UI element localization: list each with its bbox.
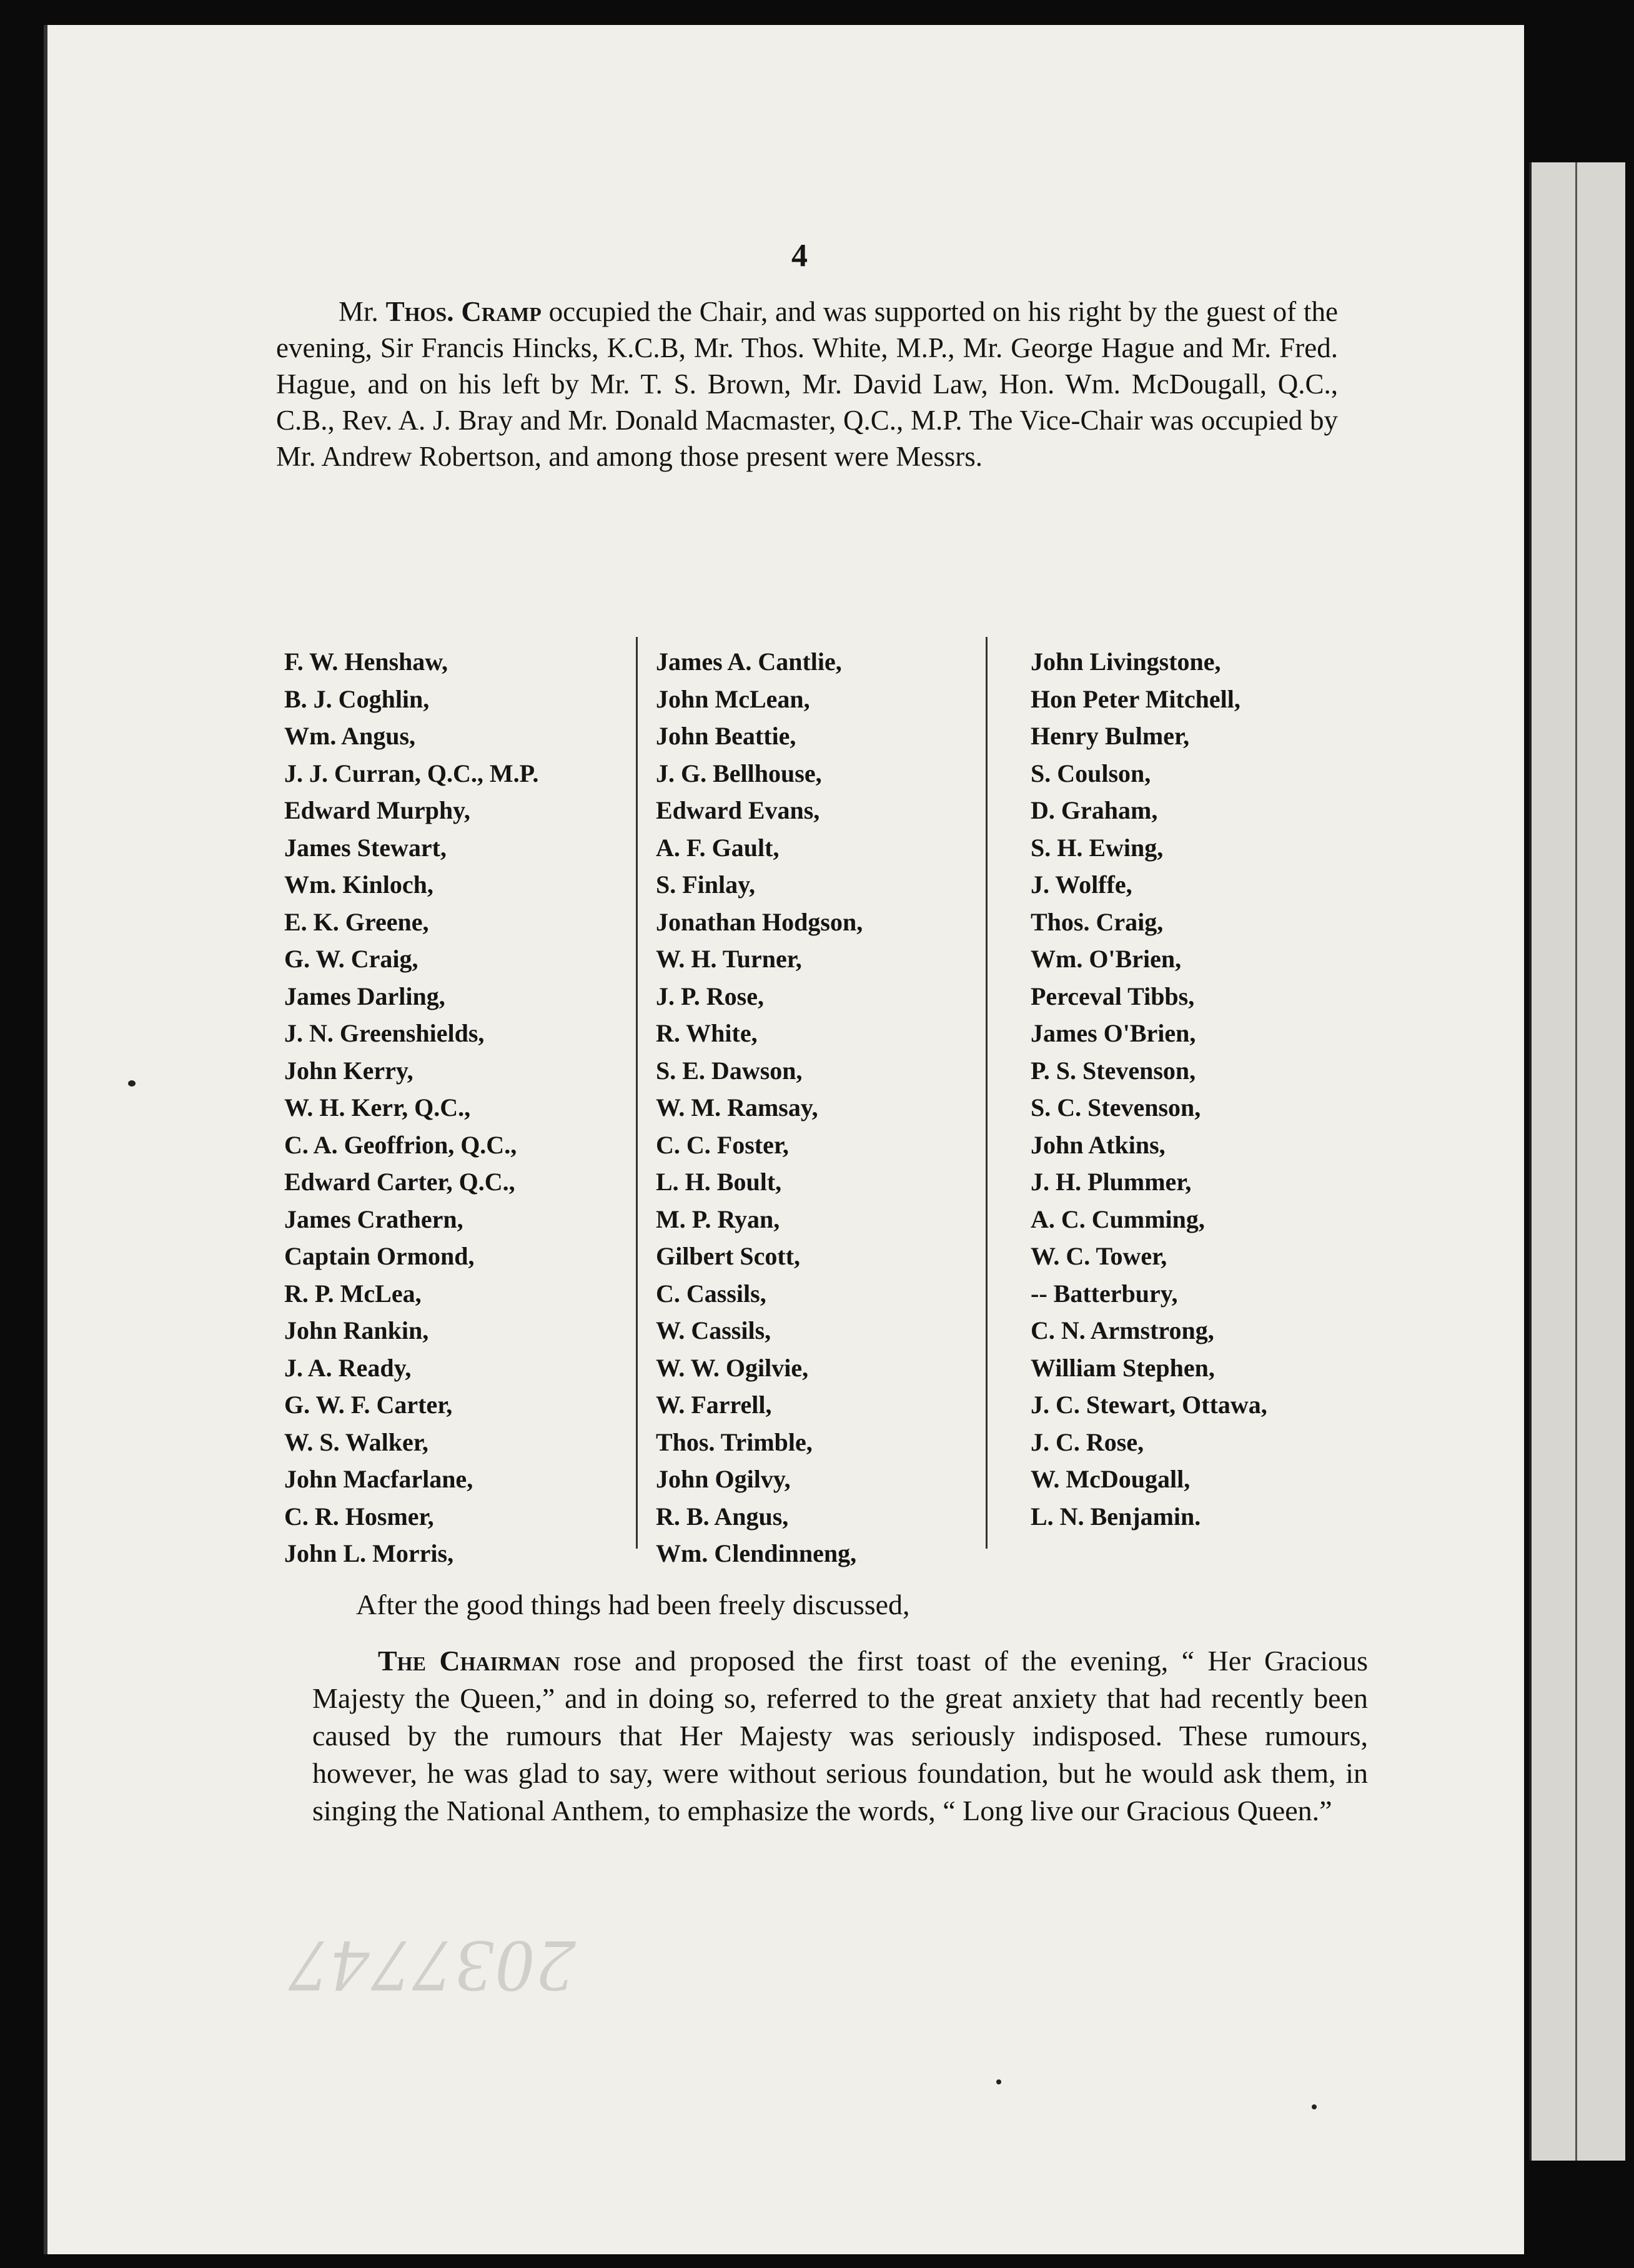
attendee-name: M. P. Ryan, [656, 1205, 780, 1233]
attendee-column-3 [1031, 643, 1405, 1535]
attendee-name: B. J. Coghlin, [284, 684, 430, 713]
attendee-name: S. H. Ewing, [1031, 833, 1164, 862]
attendee-name: William Stephen, [1031, 1353, 1215, 1382]
attendee-name: Captain Ormond, [284, 1242, 475, 1270]
page-edge-line [1575, 162, 1577, 2161]
attendee-name: R. White, [656, 1019, 758, 1047]
attendee-name: W. C. Tower, [1031, 1242, 1167, 1270]
attendee-name: Perceval Tibbs, [1031, 982, 1195, 1010]
toast-speaker: The Chairman [378, 1645, 560, 1677]
intro-text: occupied the Chair, and was supported on his right by the guest of the evening, Sir Francis Hincks, K.C.B, Mr. Thos. White, M.P., Mr. George Hague and Mr. Fred. Hague, and on his left by Mr. T. S. Brown, Mr. David Law, Hon. Wm. McDougall, Q.C., C.B., Rev. A. J. Bray and Mr. Donald Macmaster, Q.C., M.P. The Vice-Chair was occupied by Mr. Andrew Robertson, and among those present were Messrs. [276, 296, 1338, 472]
attendee-name: -- Batterbury, [1031, 1279, 1178, 1308]
attendee-name: W. M. Ramsay, [656, 1093, 818, 1122]
attendee-name: Edward Murphy, [284, 796, 470, 824]
attendee-name: James Crathern, [284, 1205, 463, 1233]
attendee-name: J. A. Ready, [284, 1353, 412, 1382]
attendee-name: James O'Brien, [1031, 1019, 1196, 1047]
attendee-name: C. N. Armstrong, [1031, 1316, 1214, 1344]
attendee-name: J. H. Plummer, [1031, 1168, 1192, 1196]
attendee-name: P. S. Stevenson, [1031, 1056, 1196, 1085]
attendee-name: F. W. Henshaw, [284, 648, 448, 676]
attendee-name: S. Finlay, [656, 870, 755, 899]
attendee-name: C. A. Geoffrion, Q.C., [284, 1130, 517, 1159]
attendee-column-2 [656, 643, 981, 1572]
attendee-name: L. H. Boult, [656, 1168, 782, 1196]
attendee-name: Wm. Angus, [284, 722, 416, 750]
attendee-name: W. McDougall, [1031, 1465, 1191, 1493]
attendee-name: John Macfarlane, [284, 1465, 473, 1493]
attendee-name: Thos. Trimble, [656, 1427, 813, 1456]
attendee-name: D. Graham, [1031, 796, 1158, 824]
attendee-name: John McLean, [656, 684, 810, 713]
attendee-name: W. Cassils, [656, 1316, 771, 1344]
attendee-name: E. K. Greene, [284, 907, 429, 936]
attendee-name: C. Cassils, [656, 1279, 766, 1308]
attendee-name: C. C. Foster, [656, 1130, 789, 1159]
attendee-name: Wm. Kinloch, [284, 870, 433, 899]
attendee-name: John Ogilvy, [656, 1465, 791, 1493]
attendee-name: L. N. Benjamin. [1031, 1502, 1201, 1531]
attendee-name: J. G. Bellhouse, [656, 759, 822, 787]
attendee-name: James A. Cantlie, [656, 648, 842, 676]
attendee-name: R. B. Angus, [656, 1502, 789, 1531]
intro-prefix: Mr. [339, 296, 386, 327]
attendee-name: S. C. Stevenson, [1031, 1093, 1201, 1122]
attendee-name: S. Coulson, [1031, 759, 1151, 787]
attendee-name: A. F. Gault, [656, 833, 780, 862]
attendee-name: W. H. Turner, [656, 945, 802, 973]
attendee-name: Henry Bulmer, [1031, 722, 1190, 750]
chairman-name: Thos. Cramp [385, 296, 542, 327]
attendee-name: J. N. Greenshields, [284, 1019, 485, 1047]
attendee-name: R. P. McLea, [284, 1279, 422, 1308]
show-through-number: 2037747 [287, 1925, 576, 2008]
page-number: 4 [791, 238, 808, 274]
attendee-name: J. C. Rose, [1031, 1427, 1144, 1456]
attendee-name: Gilbert Scott, [656, 1242, 801, 1270]
attendee-name: A. C. Cumming, [1031, 1205, 1205, 1233]
attendee-name: J. Wolffe, [1031, 870, 1132, 899]
facing-page-edge [1529, 162, 1625, 2161]
attendee-name: Thos. Craig, [1031, 907, 1164, 936]
attendee-name: James Darling, [284, 982, 445, 1010]
attendee-name: J. J. Curran, Q.C., M.P. [284, 759, 539, 787]
attendee-name: S. E. Dawson, [656, 1056, 803, 1085]
ink-speck [128, 1080, 136, 1087]
attendee-name: G. W. F. Carter, [284, 1391, 453, 1419]
attendee-name: W. W. Ogilvie, [656, 1353, 809, 1382]
attendee-name: John L. Morris, [284, 1539, 454, 1567]
attendee-name: Hon Peter Mitchell, [1031, 684, 1240, 713]
toast-paragraph [312, 1642, 1368, 1830]
column-divider [986, 637, 988, 1549]
attendee-name: W. S. Walker, [284, 1427, 428, 1456]
attendee-name: John Atkins, [1031, 1130, 1166, 1159]
attendee-name: John Kerry, [284, 1056, 413, 1085]
attendee-name: Wm. Clendinneng, [656, 1539, 857, 1567]
attendee-name: C. R. Hosmer, [284, 1502, 434, 1531]
toast-text: rose and proposed the first toast of the evening, “ Her Gracious Majesty the Queen,” and in doing so, referred to the great anxiety that had recently been caused by the rumours that Her Majesty was seriously indisposed. These rumours, however, he was glad to say, were without serious foundation, but he would ask them, in singing the National Anthem, to emphasize the words, “ Long live our Gracious Queen.” [312, 1645, 1368, 1827]
attendee-name: W. Farrell, [656, 1391, 772, 1419]
attendee-name: John Rankin, [284, 1316, 429, 1344]
attendee-name: J. C. Stewart, Ottawa, [1031, 1391, 1267, 1419]
attendee-name: Jonathan Hodgson, [656, 907, 863, 936]
ink-speck [1312, 2104, 1317, 2109]
attendee-column-1 [284, 643, 634, 1572]
attendee-name: James Stewart, [284, 833, 447, 862]
attendee-name: John Livingstone, [1031, 648, 1221, 676]
intro-paragraph [276, 293, 1338, 475]
attendee-name: J. P. Rose, [656, 982, 764, 1010]
column-divider [636, 637, 638, 1549]
attendee-name: Edward Carter, Q.C., [284, 1168, 515, 1196]
attendee-name: Edward Evans, [656, 796, 820, 824]
attendee-name: W. H. Kerr, Q.C., [284, 1093, 471, 1122]
ink-speck [996, 2079, 1001, 2084]
attendee-name: Wm. O'Brien, [1031, 945, 1182, 973]
attendee-name: G. W. Craig, [284, 945, 418, 973]
after-dinner-line: After the good things had been freely discussed, [356, 1589, 910, 1620]
attendee-name: John Beattie, [656, 722, 796, 750]
